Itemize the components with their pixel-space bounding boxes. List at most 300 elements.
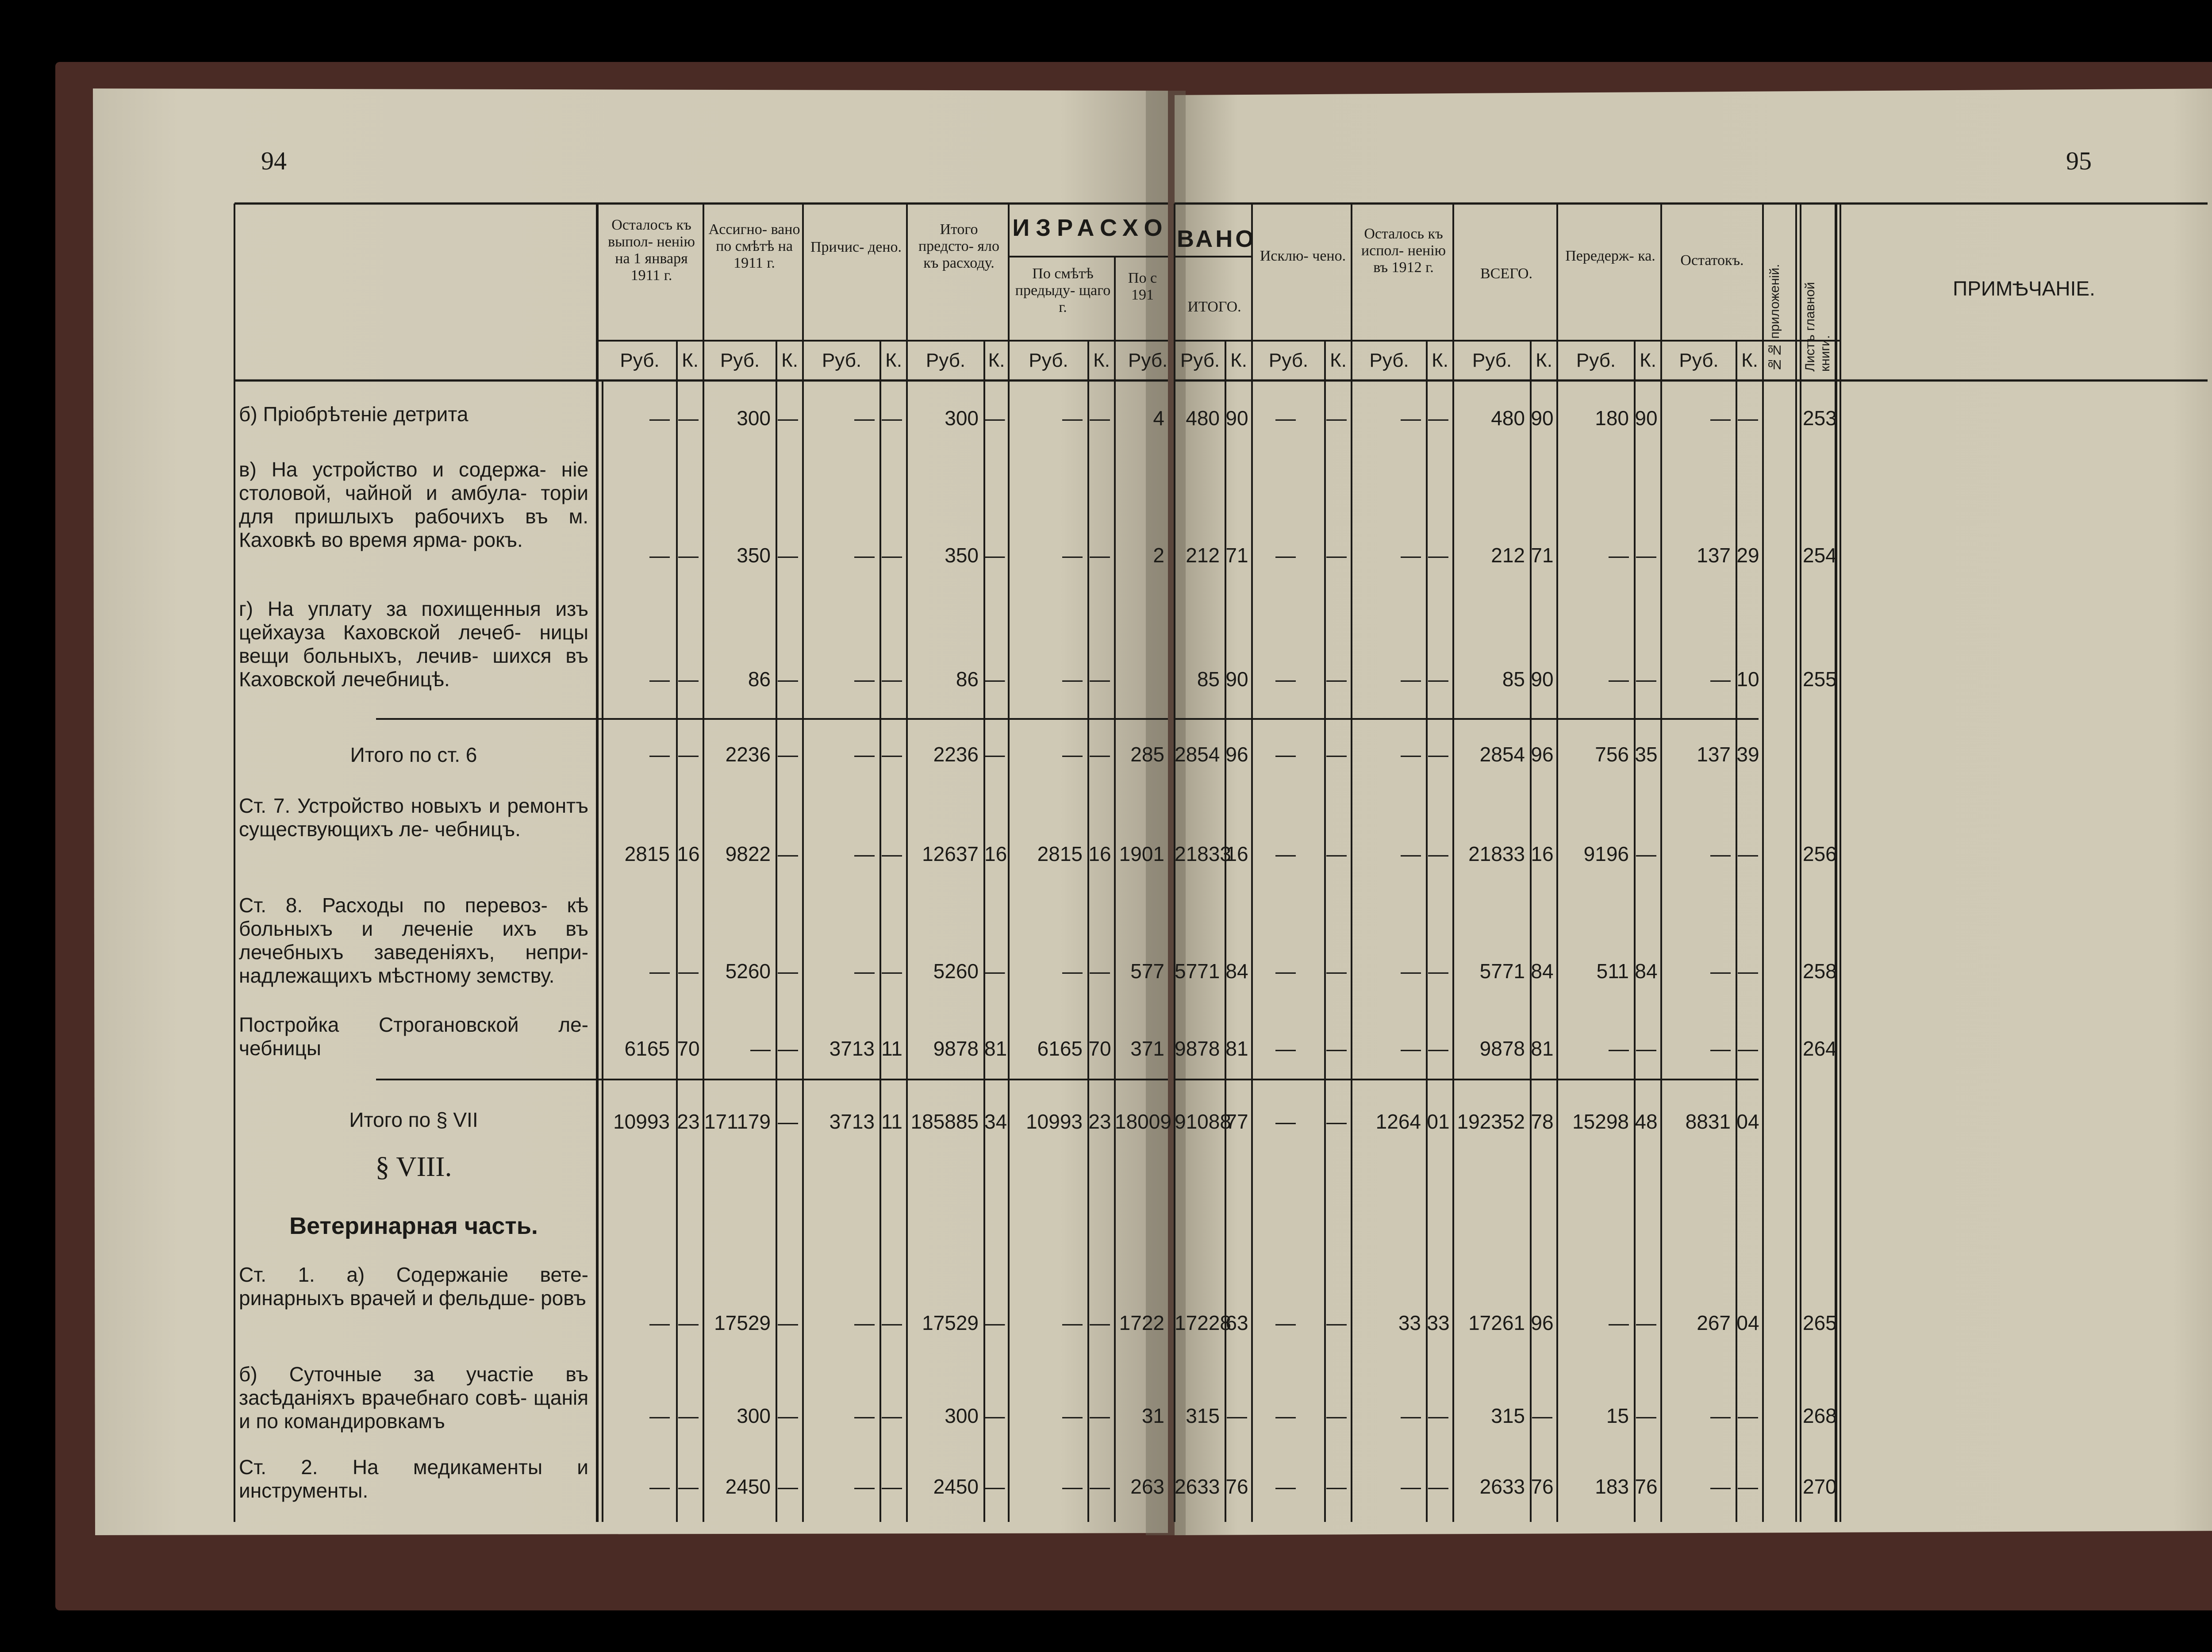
right-table-cell: — [1710,1475,1731,1498]
header-isklyu: Исклю- чено. [1260,248,1346,264]
left-table-cell: — [678,1404,699,1427]
left-table-cell: 285 [1130,743,1164,766]
left-table-cell: — [778,960,798,983]
right-table-cell: 78 [1531,1110,1554,1133]
right-table-cell: — [1275,407,1296,430]
header-itogo-pred: Итого предсто- яло къ расходу. [918,221,1000,271]
right-table-cell: — [1401,1404,1421,1427]
right-table-cell: 90 [1531,668,1554,691]
right-table-cell: — [1326,960,1347,983]
left-table-cell: — [984,544,1005,567]
left-table-cell: 34 [984,1110,1007,1133]
ledger-page-ref: 255 [1803,668,1837,691]
left-table-cell: — [1090,407,1110,430]
right-table-cell: — [1428,960,1448,983]
left-table-cell: 6165 [624,1037,670,1060]
unit-rub: Руб. [1180,350,1220,371]
row-label-pohishch: г) На уплату за похищенныя изъ цейхауза Каховской лечеб- ницы вещи больныхъ, лечив- шихся въ Каховской лечебницѣ. [239,597,588,691]
right-table-cell: 96 [1531,1311,1554,1334]
right-table-cell: — [1275,1037,1296,1060]
right-table-cell: 76 [1531,1475,1554,1498]
header-vsego: ВСЕГО. [1480,265,1532,282]
left-table-cell: 577 [1130,960,1164,983]
left-table-cell: — [882,842,902,865]
right-table-cell: — [1710,842,1731,865]
row-label-vet-st2: Ст. 2. На медикаменты и инструменты. [239,1456,588,1502]
right-table-cell: — [1428,743,1448,766]
left-table-cell: — [882,1475,902,1498]
right-table-cell: 192352 [1457,1110,1525,1133]
left-table-cell: — [984,1475,1005,1498]
left-table-cell: — [882,960,902,983]
left-table-cell: — [778,842,798,865]
right-table-cell: — [1636,668,1656,691]
left-table-cell: — [854,1311,875,1334]
right-table-cell: 84 [1225,960,1248,983]
right-table-cell: 480 [1491,407,1525,430]
right-table-cell: 29 [1736,544,1759,567]
right-table-cell: — [1326,842,1347,865]
row-label-vet-st1a: Ст. 1. а) Содержаніе вете- ринарныхъ врачей и фельдше- ровъ [239,1263,588,1310]
left-table-cell: 2815 [1037,842,1083,865]
right-table-cell: — [1401,668,1421,691]
left-table-cell: — [854,842,875,865]
left-table-cell: 70 [1088,1037,1111,1060]
right-table-cell: 39 [1736,743,1759,766]
header-itogo: ИТОГО. [1187,299,1241,315]
left-table-cell: — [882,407,902,430]
right-table-cell: 212 [1186,544,1220,567]
right-table-cell: — [1738,1475,1758,1498]
left-page-number: 94 [261,146,287,175]
right-table-cell: 15 [1606,1404,1629,1427]
right-table-cell: — [1532,1404,1552,1427]
right-table-cell: 33 [1427,1311,1450,1334]
unit-kop: К. [1093,350,1110,371]
right-table-cell: — [1738,960,1758,983]
left-table-cell: 10993 [1026,1110,1083,1133]
right-table-cell: — [1609,1037,1629,1060]
left-table-cell: — [778,743,798,766]
left-table-cell: 185885 [910,1110,979,1133]
left-table-cell: 18009 [1115,1110,1171,1133]
right-table-cell: 2633 [1175,1475,1220,1498]
right-table-cell: 183 [1595,1475,1629,1498]
section-number: § VIII. [375,1151,452,1182]
unit-kop: К. [781,350,798,371]
left-table-cell: 86 [956,668,979,691]
left-table-cell: 350 [945,544,979,567]
left-table-cell: 4 [1153,407,1164,430]
right-table-cell: — [1275,1475,1296,1498]
left-table-cell: — [778,1475,798,1498]
left-table-cell: 11 [881,1110,902,1133]
ledger-page-ref: 258 [1803,960,1837,983]
right-table-cell: 10 [1736,668,1759,691]
right-table-cell: — [1738,842,1758,865]
unit-rub: Руб. [822,350,862,371]
right-table-cell: — [1636,1037,1656,1060]
right-table-cell: — [1326,1110,1347,1133]
header-po-smete-pred: По смѣтѣ предыду- щаго г. [1015,265,1111,315]
ledger-page-ref: 256 [1803,842,1837,865]
right-table-cell: 137 [1697,544,1731,567]
header-pereder: Передерж- ка. [1565,248,1655,264]
right-table-cell: 17261 [1468,1311,1525,1334]
right-page-number: 95 [2066,146,2092,175]
right-table-cell: 511 [1596,960,1629,983]
left-table-cell: 12637 [922,842,979,865]
right-table-cell: — [1401,743,1421,766]
unit-kop: К. [1536,350,1552,371]
right-table-cell: — [1326,407,1347,430]
right-table-cell: 84 [1531,960,1554,983]
left-table-cell: — [649,407,670,430]
left-table-cell: 350 [737,544,771,567]
left-table-cell: — [678,743,699,766]
header-izrasho: ИЗРАСХО [1012,215,1169,241]
right-table-cell: 04 [1736,1311,1759,1334]
right-table-cell: — [1401,544,1421,567]
header-vano: ВАНО [1177,226,1257,252]
right-table-cell: 84 [1635,960,1658,983]
right-table-cell: 315 [1186,1404,1220,1427]
left-table-cell: — [778,1404,798,1427]
right-table-cell: 48 [1635,1110,1658,1133]
left-table-cell: — [854,407,875,430]
section-title: Ветеринарная часть. [289,1213,538,1239]
unit-rub: Руб. [620,350,660,371]
left-table-cell: 23 [677,1110,700,1133]
left-table-cell: — [678,407,699,430]
unit-kop: К. [682,350,699,371]
left-table-cell: — [1062,1311,1083,1334]
right-table-cell: 90 [1225,668,1248,691]
right-table-cell: — [1326,743,1347,766]
right-table-cell: 5771 [1175,960,1220,983]
unit-rub: Руб. [1679,350,1719,371]
left-table-cell: 3713 [829,1110,875,1133]
unit-kop: К. [1230,350,1247,371]
right-table-cell: — [1275,1110,1296,1133]
header-prichis: Причис- дено. [810,239,902,255]
left-table-cell: — [1090,1311,1110,1334]
left-table-cell: — [882,743,902,766]
right-table-cell: 8831 [1685,1110,1731,1133]
left-table-cell: 3713 [829,1037,875,1060]
right-table-cell: — [1428,1404,1448,1427]
right-table-cell: — [1636,842,1656,865]
left-table-cell: 9822 [725,842,771,865]
right-table-cell: 63 [1225,1311,1248,1334]
unit-rub: Руб. [1029,350,1068,371]
right-table-cell: 01 [1427,1110,1450,1133]
left-table-cell: — [882,668,902,691]
left-table-cell: 16 [1088,842,1111,865]
left-table-cell: 300 [945,407,979,430]
left-table-cell: — [854,544,875,567]
left-table-cell: — [649,1475,670,1498]
right-table-cell: — [1326,1037,1347,1060]
right-table-cell: 180 [1595,407,1629,430]
right-table-cell: 91088 [1175,1110,1231,1133]
left-table-cell: — [678,544,699,567]
left-table-cell: — [984,407,1005,430]
ledger-page-ref: 268 [1803,1404,1837,1427]
right-table-cell: 85 [1502,668,1525,691]
left-table-cell: 371 [1130,1037,1164,1060]
right-table-cell: — [1738,1404,1758,1427]
unit-rub: Руб. [1576,350,1616,371]
left-table-cell: 300 [737,407,771,430]
right-table-cell: 85 [1197,668,1220,691]
right-table-cell: 04 [1736,1110,1759,1133]
ledger-page-ref: 254 [1803,544,1837,567]
left-table-cell: — [1090,668,1110,691]
unit-rub: Руб. [1128,350,1168,371]
right-table-cell: — [1275,668,1296,691]
right-table-cell: — [1326,1475,1347,1498]
right-table-cell: 96 [1531,743,1554,766]
left-table-cell: — [1062,960,1083,983]
left-table-cell: — [984,1404,1005,1427]
left-table-cell: — [984,960,1005,983]
ledger-page-ref: 270 [1803,1475,1837,1498]
left-table-cell: 6165 [1037,1037,1083,1060]
right-table-cell: — [1275,842,1296,865]
left-table-cell: 263 [1130,1475,1164,1498]
right-table-cell: 9196 [1583,842,1629,865]
right-table-cell: 90 [1635,407,1658,430]
left-table-cell: — [678,1475,699,1498]
left-table-cell: — [678,1311,699,1334]
right-table-cell: 756 [1595,743,1629,766]
left-table-cell: — [854,668,875,691]
header-po-smete-cut: По с 191 [1128,270,1157,303]
right-table-cell: 21833 [1468,842,1525,865]
right-table-cell: — [1710,960,1731,983]
right-table-cell: — [1401,842,1421,865]
left-table-cell: — [984,743,1005,766]
right-table-cell: — [1227,1404,1247,1427]
left-table-cell: — [854,960,875,983]
ledger-page-ref: 264 [1803,1037,1837,1060]
right-table-cell: — [1326,1311,1347,1334]
unit-rub: Руб. [1369,350,1409,371]
unit-rub: Руб. [720,350,760,371]
left-table-cell: — [678,960,699,983]
left-table-cell: 2236 [933,743,979,766]
left-table-cell: — [1090,960,1110,983]
left-table-cell: — [778,1110,798,1133]
right-table-cell: — [1401,1475,1421,1498]
right-table-cell: — [1710,407,1731,430]
unit-rub: Руб. [1268,350,1309,371]
right-table-cell: 2854 [1479,743,1525,766]
left-table-cell: 86 [748,668,771,691]
right-table-cell: — [1326,668,1347,691]
header-ostalos-1912: Осталось къ испол- ненію въ 1912 г. [1361,226,1446,276]
right-table-cell: 77 [1225,1110,1248,1133]
right-table-cell: — [1326,544,1347,567]
left-table-cell: — [984,1311,1005,1334]
right-table-cell: — [1401,407,1421,430]
right-table-cell: 5771 [1479,960,1525,983]
right-table-cell: 76 [1225,1475,1248,1498]
left-table-cell: — [882,1311,902,1334]
left-table-cell: — [778,407,798,430]
right-table-cell: 137 [1697,743,1731,766]
left-table-cell: — [678,668,699,691]
left-table-cell: 171179 [704,1110,771,1133]
right-table-cell: 17228 [1175,1311,1231,1334]
header-ostalos: Осталосъ къ выпол- ненію на 1 января 1911 г. [608,217,695,284]
left-table-cell: 16 [677,842,700,865]
row-label-st7: Ст. 7. Устройство новыхъ и ремонтъ существующихъ ле- чебницъ. [239,794,588,841]
right-table-cell: 1264 [1375,1110,1421,1133]
right-table-cell: 16 [1531,842,1554,865]
left-table-cell: — [649,544,670,567]
row-label-st8: Ст. 8. Расходы по перевоз- кѣ больныхъ и леченіе ихъ въ лечебныхъ заведеніяхъ, непри- надлежащихъ мѣстному земству. [239,894,588,987]
right-table-cell: 71 [1531,544,1554,567]
right-table-cell: — [1609,668,1629,691]
row-label-detrit: б) Пріобрѣтеніе детрита [239,403,469,426]
left-table-cell: — [649,960,670,983]
left-table-cell: — [1062,1475,1083,1498]
right-table-cell: — [1275,1404,1296,1427]
row-label-itogo-st6: Итого по ст. 6 [350,743,477,766]
left-table-cell: — [649,743,670,766]
right-table-cell: 81 [1225,1037,1248,1060]
ledger-page-ref: 265 [1803,1311,1837,1334]
left-table-cell: — [882,1404,902,1427]
left-table-cell: 23 [1088,1110,1111,1133]
right-table-cell: 90 [1531,407,1554,430]
left-table-cell: 5260 [933,960,979,983]
right-table-cell: 267 [1697,1311,1731,1334]
left-table-cell: — [854,743,875,766]
left-table-cell: — [778,544,798,567]
right-table-cell: — [1636,1311,1656,1334]
left-table-cell: 300 [737,1404,771,1427]
left-table-cell: 2450 [725,1475,771,1498]
right-table-cell: 21833 [1175,842,1231,865]
unit-rub: Руб. [1472,350,1512,371]
row-label-vet-st1b: б) Суточные за участіе въ засѣданіяхъ врачебнаго совѣ- щанія и по командировкамъ [239,1363,588,1433]
left-table-cell: — [1062,743,1083,766]
unit-kop: К. [988,350,1005,371]
left-table-cell: — [649,1404,670,1427]
left-table-cell: 300 [945,1404,979,1427]
right-table-cell: 33 [1398,1311,1421,1334]
right-table-cell: — [1636,544,1656,567]
unit-kop: К. [885,350,902,371]
left-table-cell: 81 [984,1037,1007,1060]
left-table-cell: — [1062,1404,1083,1427]
left-table-cell: 70 [677,1037,700,1060]
right-table-cell: 480 [1186,407,1220,430]
left-table-cell: 2236 [725,743,771,766]
header-list: Листъ главной книги. [1803,282,1832,372]
right-table-cell: — [1428,407,1448,430]
left-table-cell: — [1062,668,1083,691]
header-prilozh: №№ приложеній. [1767,264,1782,372]
unit-kop: К. [1330,350,1347,371]
header-assign: Ассигно- вано по смѣтѣ на 1911 г. [708,221,800,271]
left-table-cell: — [882,544,902,567]
right-table-cell: — [1738,407,1758,430]
right-table-cell: — [1275,544,1296,567]
right-table-cell: — [1609,544,1629,567]
left-table-cell: — [649,668,670,691]
left-table-cell: 17529 [714,1311,771,1334]
left-table-cell: — [778,1311,798,1334]
right-table-cell: — [1710,1037,1731,1060]
right-table-cell: 90 [1225,407,1248,430]
unit-kop: К. [1640,350,1656,371]
right-table-cell: 2633 [1479,1475,1525,1498]
right-table-cell: 96 [1225,743,1248,766]
right-table-cell: — [1275,743,1296,766]
left-table-cell: 11 [881,1037,902,1060]
right-table-cell: — [1428,1475,1448,1498]
right-table-cell: 35 [1635,743,1658,766]
left-table-cell: — [778,1037,798,1060]
left-table-cell: — [1090,1475,1110,1498]
right-table-cell: 315 [1491,1404,1525,1427]
right-table-cell: 9878 [1175,1037,1220,1060]
left-table-cell: 2450 [933,1475,979,1498]
right-table-cell: — [1609,1311,1629,1334]
left-table-cell: 9878 [933,1037,979,1060]
right-table-cell: — [1710,1404,1731,1427]
right-table-cell: 76 [1635,1475,1658,1498]
header-note: ПРИМѢЧАНІЕ. [1953,277,2095,300]
left-table-cell: — [1090,544,1110,567]
right-table-cell: — [1401,960,1421,983]
left-table-cell: — [854,1404,875,1427]
left-table-cell: 31 [1141,1404,1164,1427]
right-table-cell: — [1428,1037,1448,1060]
left-table-cell: 17529 [922,1311,979,1334]
unit-kop: К. [1432,350,1448,371]
right-table-cell: — [1428,668,1448,691]
left-table-cell: 2 [1153,544,1164,567]
right-table-cell: 71 [1225,544,1248,567]
row-label-stroganov: Постройка Строгановской ле- чебницы [239,1013,588,1060]
right-table-cell: 212 [1491,544,1525,567]
left-table-cell: 10993 [613,1110,670,1133]
right-table-cell: 81 [1531,1037,1554,1060]
left-table-cell: — [1090,1404,1110,1427]
right-table-cell: 9878 [1479,1037,1525,1060]
left-table-cell: — [854,1475,875,1498]
left-table-cell: — [649,1311,670,1334]
right-table-cell: — [1738,1037,1758,1060]
right-table-cell: — [1326,1404,1347,1427]
right-table-cell: — [1710,668,1731,691]
left-table-cell: 1901 [1119,842,1164,865]
ledger-page-ref: 253 [1803,407,1837,430]
right-table-cell: — [1428,544,1448,567]
left-table-cell: 1722 [1119,1311,1164,1334]
left-table-cell: — [1062,407,1083,430]
unit-rub: Руб. [926,350,966,371]
header-ostatok: Остатокъ. [1680,252,1744,269]
row-label-itogo-s7: Итого по § VII [349,1108,478,1131]
left-table-cell: 2815 [624,842,670,865]
left-table-cell: — [1062,544,1083,567]
